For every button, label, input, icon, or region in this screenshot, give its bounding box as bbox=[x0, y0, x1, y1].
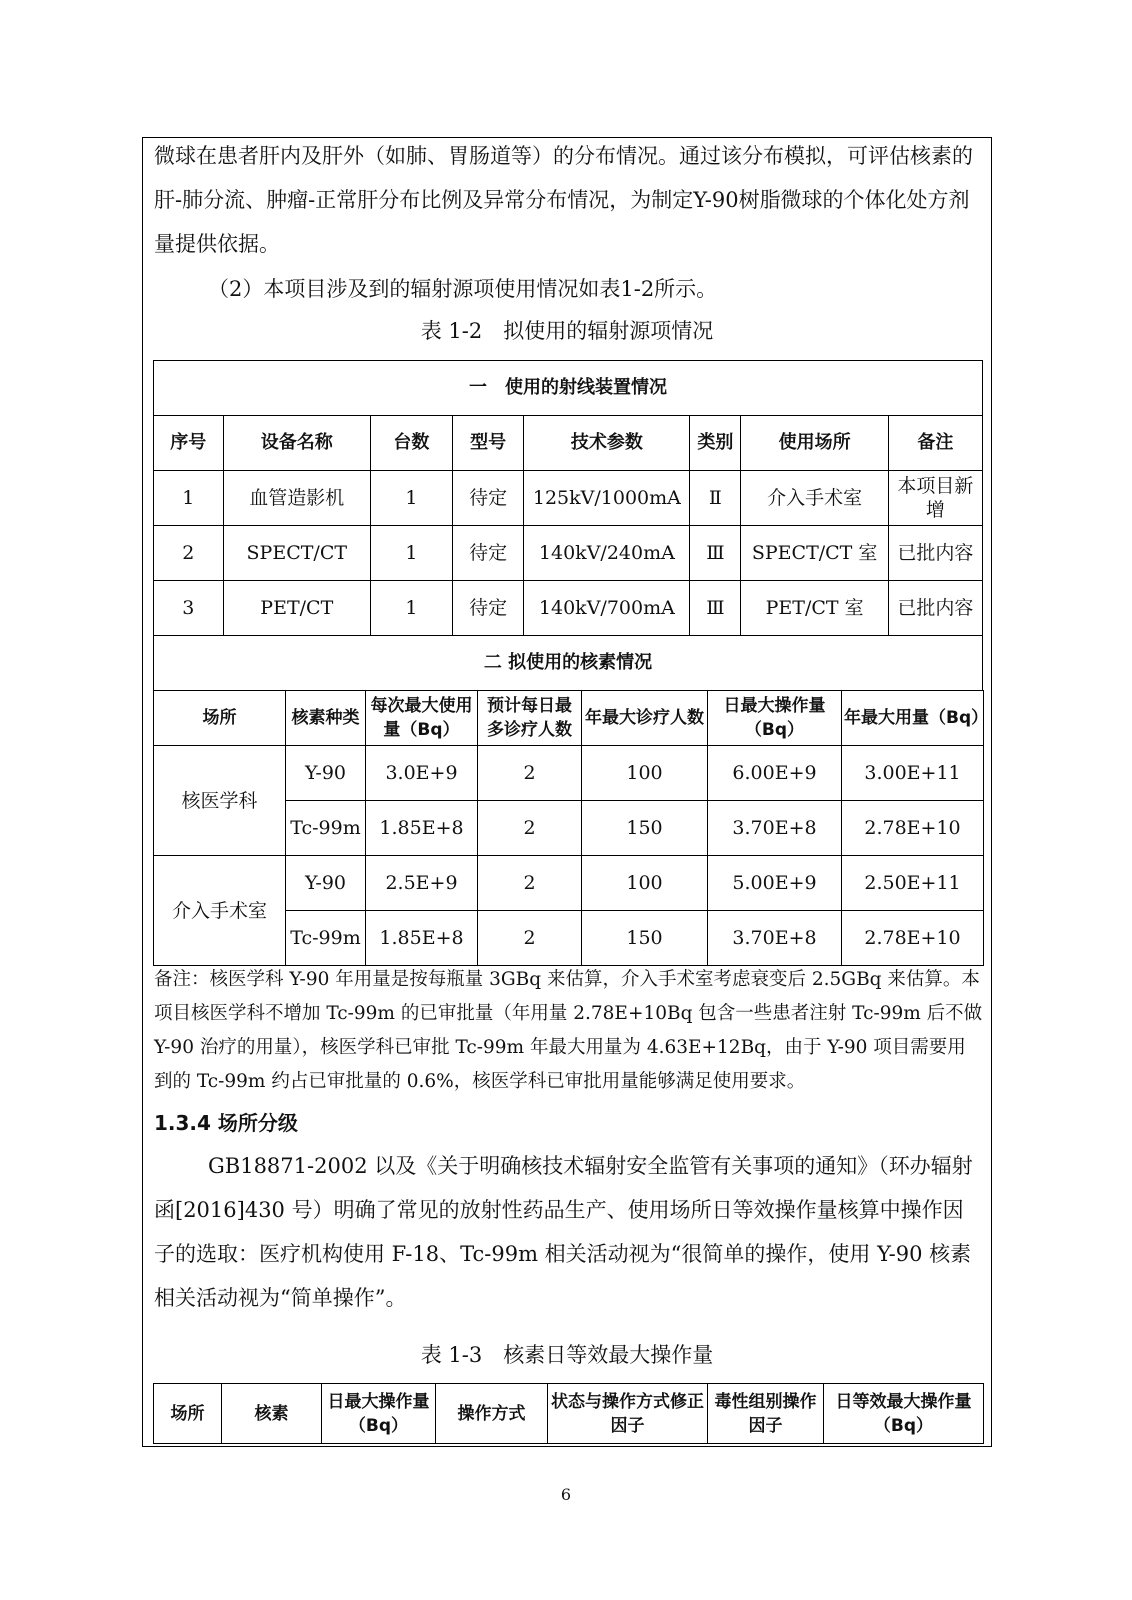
table-cell: 待定 bbox=[452, 471, 524, 526]
table-cell: 3.00E+11 bbox=[842, 746, 984, 801]
table-cell: 140kV/240mA bbox=[524, 526, 690, 581]
header-cell: 场所 bbox=[154, 1384, 222, 1444]
table-cell: 1.85E+8 bbox=[366, 911, 478, 966]
table-cell: 2 bbox=[478, 746, 582, 801]
table-row bbox=[154, 526, 983, 581]
header-cell: 台数 bbox=[370, 416, 452, 471]
header-cell: 场所 bbox=[154, 691, 286, 746]
table-1-2-caption: 表 1-2 拟使用的辐射源项情况 bbox=[420, 319, 714, 343]
place-cell: 介入手术室 bbox=[154, 856, 286, 966]
table-cell: 血管造影机 bbox=[223, 471, 370, 526]
header-cell: 技术参数 bbox=[524, 416, 690, 471]
header-cell: 毒性组别操作因子 bbox=[708, 1384, 824, 1444]
table-row bbox=[154, 581, 983, 636]
table-cell: SPECT/CT bbox=[223, 526, 370, 581]
table-cell: 6.00E+9 bbox=[708, 746, 842, 801]
table-cell: Ⅲ bbox=[690, 581, 741, 636]
intro-paragraph-2: （2）本项目涉及到的辐射源项使用情况如表1-2所示。 bbox=[208, 277, 718, 301]
table-cell: Tc-99m bbox=[286, 911, 366, 966]
section-2-title: 二 拟使用的核素情况 bbox=[154, 636, 983, 691]
table-cell: Ⅱ bbox=[690, 471, 741, 526]
table-row bbox=[154, 471, 983, 526]
table-cell: 150 bbox=[582, 911, 708, 966]
nuclide-usage-table bbox=[153, 690, 989, 966]
table-note: 备注：核医学科 Y-90 年用量是按每瓶量 3GBq 来估算，介入手术室考虑衰变后 2.5GBq 来估算。本项目核医学科不增加 Tc-99m 的已审批量（年用量 2.78E+10Bq 包含一些患者注射 Tc-99m 后不做 Y-90 治疗的用量），核医学科已审批 Tc-99m 年最大用量为 4.63E+12Bq，由于 Y-90 项目需要用到的 Tc-99m 约占已审批量的 0.6%，核医学科已审批用量能够满足使用要求。 bbox=[154, 969, 983, 1092]
table-header-row bbox=[154, 691, 984, 746]
table-cell: 2 bbox=[478, 856, 582, 911]
table-cell: 3.70E+8 bbox=[708, 801, 842, 856]
table-row bbox=[154, 856, 984, 911]
table-cell: 1 bbox=[370, 581, 452, 636]
table-cell: 待定 bbox=[452, 581, 524, 636]
table-cell: 125kV/1000mA bbox=[524, 471, 690, 526]
table-cell: SPECT/CT 室 bbox=[741, 526, 888, 581]
section-heading: 1.3.4 场所分级 bbox=[154, 1111, 298, 1135]
table-cell: 100 bbox=[582, 746, 708, 801]
section-1-title: 一 使用的射线装置情况 bbox=[154, 361, 983, 416]
header-cell: 类别 bbox=[690, 416, 741, 471]
table-cell: 2 bbox=[154, 526, 224, 581]
header-cell: 型号 bbox=[452, 416, 524, 471]
table-section-title-row bbox=[154, 636, 983, 691]
table-row bbox=[154, 746, 984, 801]
table-cell: 待定 bbox=[452, 526, 524, 581]
table-cell: 2.50E+11 bbox=[842, 856, 984, 911]
table-cell: 5.00E+9 bbox=[708, 856, 842, 911]
table-cell: 1 bbox=[370, 526, 452, 581]
header-cell: 预计每日最多诊疗人数 bbox=[478, 691, 582, 746]
table-cell: 2 bbox=[478, 911, 582, 966]
table-cell: 140kV/700mA bbox=[524, 581, 690, 636]
table-cell: 本项目新增 bbox=[888, 471, 982, 526]
intro-paragraph: 微球在患者肝内及肝外（如肺、胃肠道等）的分布情况。通过该分布模拟，可评估核素的肝-肺分流、肿瘤-正常肝分布比例及异常分布情况，为制定Y-90树脂微球的个体化处方剂量提供依据。 bbox=[154, 144, 973, 256]
table-cell: 100 bbox=[582, 856, 708, 911]
header-cell: 序号 bbox=[154, 416, 224, 471]
table-cell: PET/CT bbox=[223, 581, 370, 636]
place-cell: 核医学科 bbox=[154, 746, 286, 856]
table-cell: 1 bbox=[154, 471, 224, 526]
table-cell: 3 bbox=[154, 581, 224, 636]
table-cell: 3.70E+8 bbox=[708, 911, 842, 966]
gb-paragraph: GB18871-2002 以及《关于明确核技术辐射安全监管有关事项的通知》（环办辐射函[2016]430 号）明确了常见的放射性药品生产、使用场所日等效操作量核算中操作因子的选取：医疗机构使用 F-18、Tc-99m 相关活动视为“很简单的操作，使用 Y-90 核素相关活动视为“简单操作”。 bbox=[154, 1154, 973, 1310]
table-cell: 已批内容 bbox=[888, 526, 982, 581]
table-cell: Y-90 bbox=[286, 856, 366, 911]
header-cell: 日最大操作量（Bq） bbox=[322, 1384, 436, 1444]
header-cell: 核素种类 bbox=[286, 691, 366, 746]
header-cell: 设备名称 bbox=[223, 416, 370, 471]
table-cell: 1.85E+8 bbox=[366, 801, 478, 856]
table-header-row bbox=[154, 1384, 984, 1444]
table-cell: 2.78E+10 bbox=[842, 911, 984, 966]
header-cell: 备注 bbox=[888, 416, 982, 471]
table-cell: 1 bbox=[370, 471, 452, 526]
table-cell: PET/CT 室 bbox=[741, 581, 888, 636]
header-cell: 年最大用量（Bq） bbox=[842, 691, 984, 746]
table-cell: 150 bbox=[582, 801, 708, 856]
header-cell: 状态与操作方式修正因子 bbox=[548, 1384, 708, 1444]
table-section-title-row bbox=[154, 361, 983, 416]
table-1-3-caption: 表 1-3 核素日等效最大操作量 bbox=[420, 1343, 714, 1367]
table-cell: 2 bbox=[478, 801, 582, 856]
table-cell: 2.78E+10 bbox=[842, 801, 984, 856]
header-cell: 年最大诊疗人数 bbox=[582, 691, 708, 746]
header-cell: 核素 bbox=[222, 1384, 322, 1444]
table-cell: 3.0E+9 bbox=[366, 746, 478, 801]
header-cell: 每次最大使用量（Bq） bbox=[366, 691, 478, 746]
table-cell: 2.5E+9 bbox=[366, 856, 478, 911]
table-cell: Y-90 bbox=[286, 746, 366, 801]
table-cell: 介入手术室 bbox=[741, 471, 888, 526]
radiation-source-table bbox=[153, 360, 983, 691]
equivalent-operation-table bbox=[153, 1383, 984, 1444]
table-cell: 已批内容 bbox=[888, 581, 982, 636]
header-cell: 操作方式 bbox=[436, 1384, 548, 1444]
table-header-row bbox=[154, 416, 983, 471]
header-cell: 日最大操作量（Bq） bbox=[708, 691, 842, 746]
table-cell: Tc-99m bbox=[286, 801, 366, 856]
header-cell: 日等效最大操作量（Bq） bbox=[824, 1384, 984, 1444]
page-number: 6 bbox=[560, 1485, 572, 1504]
table-cell: Ⅲ bbox=[690, 526, 741, 581]
header-cell: 使用场所 bbox=[741, 416, 888, 471]
